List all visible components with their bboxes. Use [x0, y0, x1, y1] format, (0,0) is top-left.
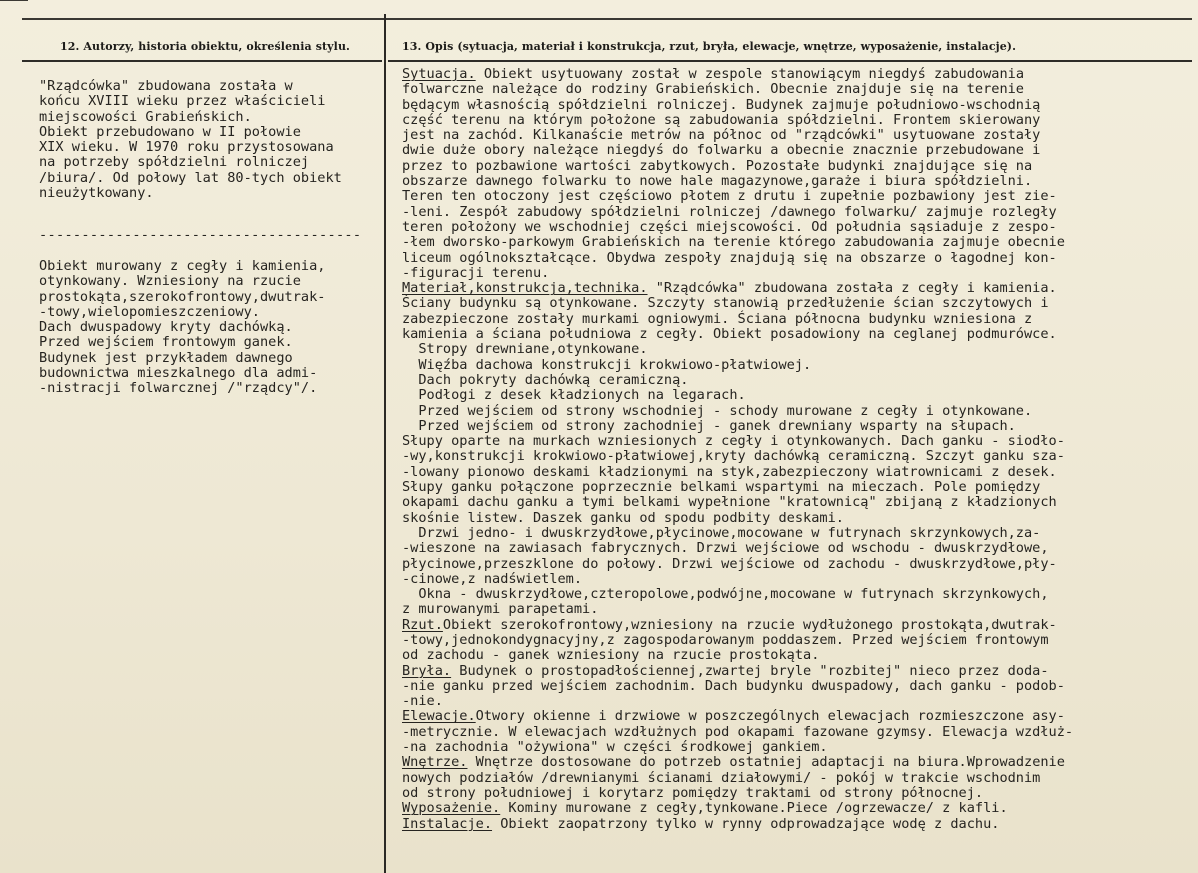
section-text: -lowany pionowo deskami kładzionymi na styk,zabezpieczony wiatrownicami z desek.	[402, 463, 1057, 480]
section-text: -nie.	[402, 693, 443, 710]
section-line	[402, 817, 1073, 832]
text-line	[402, 694, 1073, 709]
section-text: nowych podziałów /drewnianymi ścianami działowymi/ - pokój w trakcie wschodnim	[402, 769, 1041, 786]
text-line	[402, 633, 1073, 648]
section-text: Obiekt usytuowany został w zespole stanowiącym niegdyś zabudowania	[475, 66, 1025, 82]
section-text: liceum ogólnokształcące. Obydwa zespoły znajdują się na obszarze o łagodnej kon-	[402, 249, 1057, 266]
section-heading: Elewacje.	[402, 708, 476, 725]
section-text: Przed wejściem od strony zachodniej - ganek drewniany wsparty na słupach.	[402, 417, 1016, 434]
history-paragraph	[39, 79, 342, 201]
text-line	[402, 480, 1073, 495]
section-text: z murowanymi parapetami.	[402, 601, 599, 618]
text-line	[402, 251, 1073, 266]
text-line	[402, 511, 1073, 526]
section-line	[402, 67, 1073, 82]
text-line	[402, 419, 1073, 434]
text-line	[402, 679, 1073, 694]
section-text: -figuracji terenu.	[402, 264, 550, 281]
text-line	[402, 648, 1073, 663]
section-text: część terenu na którym położone są zabudowania spółdzielni. Frontem skierowany	[402, 111, 1041, 128]
text-line: /biura/. Od połowy lat 80-tych obiekt	[39, 169, 342, 186]
section-text: zabezpieczone zostały murkami ogniowymi. Ściana północna budynku wzniesiona z	[402, 310, 1033, 327]
section-text: kamienia a ściana południowa z cegły. Obiekt posadowiony na ceglanej podmurówce.	[402, 326, 1057, 343]
style-paragraph	[39, 259, 325, 397]
section-text: Więźba dachowa konstrukcji krokwiowo-płatwiowej.	[402, 356, 812, 373]
text-line	[402, 98, 1073, 113]
section-text: Słupy ganku połączone poprzecznie belkami wspartymi na mieczach. Pole pomiędzy	[402, 479, 1041, 496]
section-text: Obiekt szerokofrontowy,wzniesiony na rzucie wydłużonego prostokąta,dwutrak-	[442, 616, 1057, 633]
text-line: Dach dwuspadowy kryty dachówką.	[39, 319, 293, 336]
right-header-rule	[388, 60, 1192, 62]
section-text: jest na zachód. Kilkanaście metrów na północ od "rządcówki" usytuowane zostały	[402, 127, 1041, 144]
section-text: -metrycznie. W elewacjach wzdłużnych pod okapami fazowane gzymsy. Elewacja wzdłuż-	[402, 723, 1074, 740]
text-line: XIX wieku. W 1970 roku przystosowana	[39, 139, 334, 156]
text-line: na potrzeby spółdzielni rolniczej	[39, 154, 310, 171]
section-text: -wieszone na zawiasach fabrycznych. Drzwi wejściowe od wschodu - dwuskrzydłowe,	[402, 540, 1049, 557]
section-text: -nie ganku przed wejściem zachodnim. Dach budynku dwuspadowy, dach ganku - podob-	[402, 677, 1065, 694]
footnote-rule	[0, 0, 28, 1]
section-heading: Rzut.	[402, 616, 443, 633]
text-line	[402, 404, 1073, 419]
text-line	[402, 786, 1073, 801]
section-text: Wnętrze dostosowane do potrzeb ostatniej adaptacji na biura.Wprowadzenie	[467, 754, 1065, 771]
text-line: otynkowany. Wzniesiony na rzucie	[39, 273, 301, 290]
section-text: skośnie listew. Daszek ganku od spodu podbity deskami.	[402, 509, 844, 526]
dashed-separator: --------------------------------------	[39, 227, 362, 243]
text-line	[402, 771, 1073, 786]
text-line: końcu XVIII wieku przez właścicieli	[39, 93, 326, 110]
section-text: obszarze dawnego folwarku to nowe hale magazynowe,garaże i biura spółdzielni.	[402, 173, 1033, 190]
section-text: Przed wejściem od strony wschodniej - schody murowane z cegły i otynkowane.	[402, 402, 1033, 419]
text-line	[402, 235, 1073, 250]
section-text: Drzwi jedno- i dwuskrzydłowe,płycinowe,mocowane w futrynach skrzynkowych,za-	[402, 524, 1041, 541]
text-line	[402, 358, 1073, 373]
section-text: -wy,konstrukcji krokwiowo-płatwiowej,kryty dachówką ceramiczną. Szczyt ganku sza-	[402, 448, 1065, 465]
left-column-header: 12. Autorzy, historia obiektu, określenia stylu.	[60, 40, 350, 53]
section-text: Obiekt zaopatrzony tylko w rynny odprowadzające wodę z dachu.	[492, 815, 1000, 832]
section-text: Stropy drewniane,otynkowane.	[402, 341, 648, 358]
text-line: Obiekt murowany z cegły i kamienia,	[39, 258, 326, 274]
section-text: od strony południowej i korytarz pomiędzy traktami od strony północnej.	[402, 784, 984, 801]
section-line	[402, 618, 1073, 633]
text-line	[402, 327, 1073, 342]
text-line: Przed wejściem frontowym ganek.	[39, 334, 293, 351]
text-line: -towy,wielopomieszczeniowy.	[39, 303, 260, 320]
text-line: Budynek jest przykładem dawnego	[39, 349, 293, 366]
left-header-rule	[22, 60, 382, 62]
section-line	[402, 801, 1073, 816]
text-line	[402, 113, 1073, 128]
text-line	[402, 296, 1073, 311]
section-text: teren położony we wschodniej części miejscowości. Od południa sąsiaduje z zespo-	[402, 218, 1057, 235]
text-line	[402, 82, 1073, 97]
column-divider	[384, 14, 386, 873]
text-line: -nistracji folwarcznej /"rządcy"/.	[39, 380, 318, 397]
text-line: Obiekt przebudowano w II połowie	[39, 123, 301, 140]
section-text: folwarczne należące do rodziny Grabieńskich. Obecnie znajduje się na terenie	[402, 81, 1024, 98]
text-line	[402, 526, 1073, 541]
text-line	[402, 373, 1073, 388]
text-line	[402, 159, 1073, 174]
section-text: płycinowe,przeszklone do połowy. Drzwi wejściowe od zachodu - dwuskrzydłowe,pły-	[402, 555, 1057, 572]
section-heading: Sytuacja.	[402, 66, 476, 82]
section-text: Słupy oparte na murkach wzniesionych z cegły i otynkowanych. Dach ganku - siodło-	[402, 433, 1065, 450]
section-line	[402, 755, 1073, 770]
text-line	[402, 572, 1073, 587]
text-line	[402, 266, 1073, 281]
text-line	[402, 434, 1073, 449]
section-text: od zachodu - ganek wzniesiony na rzucie prostokąta.	[402, 647, 820, 664]
text-line	[402, 189, 1073, 204]
top-rule	[22, 18, 1192, 20]
text-line	[402, 541, 1073, 556]
text-line	[402, 205, 1073, 220]
section-text: okapami dachu ganku a tymi belkami wypełnione "kratownicą" zbijaną z kładzionych	[402, 494, 1057, 511]
text-line	[402, 587, 1073, 602]
text-line: budownictwa mieszkalnego dla admi-	[39, 365, 318, 382]
right-column-header: 13. Opis (sytuacja, materiał i konstrukcja, rzut, bryła, elewacje, wnętrze, wyposażenie, instalacje).	[402, 40, 1017, 53]
section-text: -na zachodnia "ożywiona" w części środkowej gankiem.	[402, 739, 828, 756]
text-line	[402, 495, 1073, 510]
section-text: -leni. Zespół zabudowy spółdzielni rolniczej /dawnego folwarku/ zajmuje rozległy	[402, 203, 1057, 220]
text-line: miejscowości Grabieńskich.	[39, 108, 252, 125]
text-line	[402, 143, 1073, 158]
section-line	[402, 664, 1073, 679]
section-text: "Rządcówka" zbudowana została z cegły i kamienia.	[647, 280, 1057, 297]
section-text: Otwory okienne i drzwiowe w poszczególnych elewacjach rozmieszczone asy-	[475, 708, 1065, 725]
section-text: Okna - dwuskrzydłowe,czteropolowe,podwójne,mocowane w futrynach skrzynkowych,	[402, 586, 1049, 603]
description-column	[402, 67, 1073, 832]
section-text: -towy,jednokondygnacyjny,z zagospodarowanym poddaszem. Przed wejściem frontowym	[402, 631, 1049, 648]
text-line	[402, 740, 1073, 755]
text-line: prostokąta,szerokofrontowy,dwutrak-	[39, 288, 326, 305]
section-text: Dach pokryty dachówką ceramiczną.	[402, 371, 689, 388]
text-line	[402, 449, 1073, 464]
text-line	[402, 128, 1073, 143]
text-line	[402, 388, 1073, 403]
section-text: Teren ten otoczony jest częściowo płotem z drutu i zupełnie pozbawiony jest zie-	[402, 188, 1057, 205]
section-text: będącym własnością spółdzielni rolniczej. Budynek zajmuje południowo-wschodnią	[402, 96, 1041, 113]
section-text: dwie duże obory należące niegdyś do folwarku a obecnie znacznie przebudowane i	[402, 142, 1041, 159]
text-line	[402, 220, 1073, 235]
section-text: przez to pozbawione wartości zabytkowych. Pozostałe budynki znajdujące się na	[402, 157, 1033, 174]
text-line: nieużytkowany.	[39, 185, 154, 202]
section-text: Podłogi z desek kładzionych na legarach.	[402, 387, 746, 404]
text-line	[402, 557, 1073, 572]
text-line: "Rządcówka" zbudowana została w	[39, 78, 293, 94]
text-line	[402, 725, 1073, 740]
section-text: -cinowe,z nadświetlem.	[402, 570, 583, 587]
section-heading: Materiał,konstrukcja,technika.	[402, 280, 648, 297]
section-heading: Wyposażenie.	[402, 800, 501, 817]
text-line	[402, 602, 1073, 617]
section-line	[402, 709, 1073, 724]
section-heading: Wnętrze.	[402, 754, 468, 771]
section-text: -łem dworsko-parkowym Grabieńskich na terenie którego zabudowania zajmuje obecnie	[402, 234, 1065, 251]
text-line	[402, 342, 1073, 357]
section-heading: Instalacje.	[402, 815, 493, 832]
section-heading: Bryła.	[402, 662, 452, 679]
text-line	[402, 465, 1073, 480]
section-text: Kominy murowane z cegły,tynkowane.Piece /ogrzewacze/ z kafli.	[500, 800, 1008, 817]
section-text: Ściany budynku są otynkowane. Szczyty stanowią przedłużenie ścian szczytowych i	[402, 295, 1049, 312]
text-line	[402, 312, 1073, 327]
section-text: Budynek o prostopadłościennej,zwartej bryle "rozbitej" nieco przez doda-	[451, 662, 1049, 679]
text-line	[402, 174, 1073, 189]
